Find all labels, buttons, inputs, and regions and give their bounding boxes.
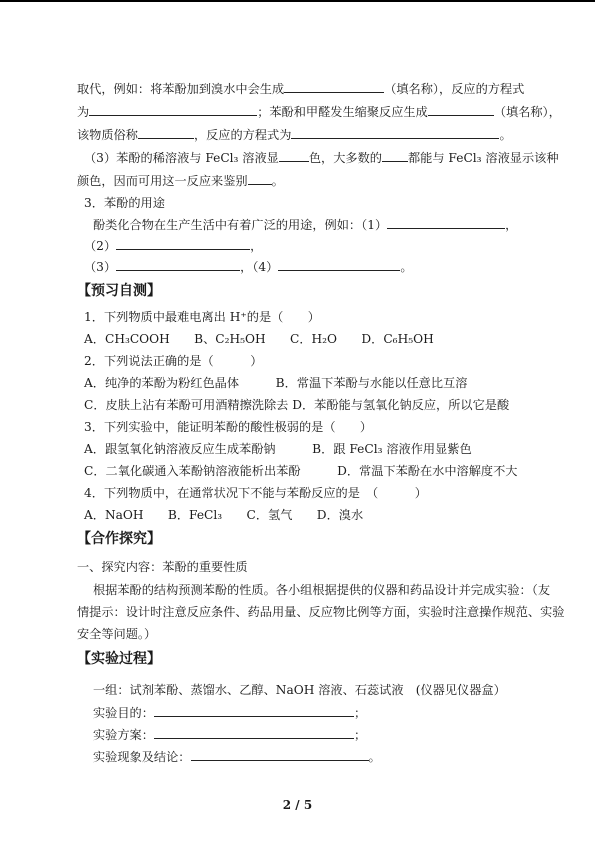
text: ， [505, 218, 518, 232]
paragraph-line: 安全等问题。） [77, 627, 157, 641]
quiz-options: A．CH₃COOH B、C₂H₅OH C．H₂O D．C₆H₅OH [84, 332, 434, 346]
fill-blank[interactable] [154, 726, 354, 739]
exp-line [93, 748, 381, 765]
text: 色，大多数的 [308, 151, 382, 165]
fill-blank[interactable] [116, 237, 250, 250]
text: 酚类化合物在生产生活中有着广泛的用途，例如：（1） [93, 218, 388, 232]
text: 。 [400, 260, 413, 274]
text: 为 [77, 105, 90, 119]
text: 。 [271, 174, 284, 188]
text: （3） [84, 260, 117, 274]
fill-blank[interactable] [191, 748, 369, 761]
page-number: 2 / 5 [282, 798, 313, 812]
text: 实验方案： [93, 728, 154, 742]
section-heading-exp: 【实验过程】 [77, 651, 161, 667]
text-line [77, 126, 512, 143]
quiz-question: 2．下列说法正确的是（ ） [84, 354, 263, 368]
exp-group: 一组：试剂苯酚、蒸馏水、乙醇、NaOH 溶液、石蕊试液 (仪器见仪器盒） [93, 683, 506, 697]
text-line [84, 149, 559, 166]
text: 该物质俗称 [77, 128, 138, 142]
fill-blank[interactable] [382, 149, 408, 162]
text: ， [250, 239, 263, 253]
text: 。 [499, 128, 512, 142]
text-line [93, 216, 517, 233]
quiz-options: C．二氧化碳通入苯酚钠溶液能析出苯酚 D．常温下苯酚在水中溶解度不大 [84, 464, 518, 478]
text: 实验现象及结论： [93, 750, 191, 764]
fill-blank[interactable] [284, 80, 384, 93]
fill-blank[interactable] [428, 103, 494, 116]
text: ； [353, 706, 367, 720]
quiz-options: C．皮肤上沾有苯酚可用酒精擦洗除去 D．苯酚能与氢氧化钠反应，所以它是酸 [84, 398, 510, 412]
fill-blank[interactable] [279, 149, 309, 162]
paragraph-line: 根据苯酚的结构预测苯酚的性质。各小组根据提供的仪器和药品设计并完成实验：（友 [93, 583, 551, 597]
text: ，（4） [240, 260, 279, 274]
quiz-options: A．NaOH B．FeCl₃ C．氢气 D．溴水 [84, 508, 364, 522]
text-line [77, 103, 561, 120]
fill-blank[interactable] [387, 216, 505, 229]
text: ； [353, 728, 367, 742]
text: ，反应的方程式为 [193, 128, 292, 142]
text-line [84, 258, 413, 275]
text: 。 [368, 750, 381, 764]
quiz-question: 3．下列实验中，能证明苯酚的酸性极弱的是（ ） [84, 420, 373, 434]
text: （2） [84, 239, 117, 253]
exp-line [93, 726, 366, 743]
quiz-question: 4．下列物质中，在通常状况下不能与苯酚反应的是 （ ） [84, 486, 427, 500]
subheading [84, 195, 165, 211]
text-line [77, 80, 524, 97]
text: （填名称）， [493, 105, 561, 119]
quiz-question: 1．下列物质中最难电离出 H⁺的是（ ） [84, 310, 320, 324]
section-heading-preview: 【预习自测】 [77, 283, 161, 299]
fill-blank[interactable] [138, 126, 194, 139]
text: （填名称），反应的方程式 [384, 82, 525, 96]
fill-blank[interactable] [278, 258, 400, 271]
exp-line [93, 704, 366, 721]
section-heading-coop: 【合作探究】 [77, 531, 161, 547]
quiz-options: A．跟氢氧化钠溶液反应生成苯酚钠 B．跟 FeCl₃ 溶液作用显紫色 [84, 442, 472, 456]
fill-blank[interactable] [154, 704, 354, 717]
text: （3）苯酚的稀溶液与 FeCl₃ 溶液显 [84, 151, 279, 165]
quiz-options: A．纯净的苯酚为粉红色晶体 B．常温下苯酚与水能以任意比互溶 [84, 376, 468, 390]
text: ；苯酚和甲醛发生缩聚反应生成 [257, 105, 428, 119]
text: 都能与 FeCl₃ 溶液显示该种 [408, 151, 559, 165]
page-top-rule [0, 0, 595, 2]
text: 颜色，因而可用这一反应来鉴别 [77, 174, 248, 188]
fill-blank[interactable] [89, 103, 257, 116]
coop-topic: 一、探究内容：苯酚的重要性质 [77, 560, 248, 574]
text: 取代，例如：将苯酚加到溴水中会生成 [77, 82, 285, 96]
text: 3．苯酚的用途 [84, 196, 165, 210]
text-line [77, 172, 284, 189]
text: 实验目的： [93, 706, 154, 720]
fill-blank[interactable] [248, 172, 272, 185]
fill-blank[interactable] [291, 126, 499, 139]
text-line [84, 237, 262, 254]
fill-blank[interactable] [116, 258, 240, 271]
paragraph-line: 情提示：设计时注意反应条件、药品用量、反应物比例等方面，实验时注意操作规范、实验 [77, 605, 565, 619]
